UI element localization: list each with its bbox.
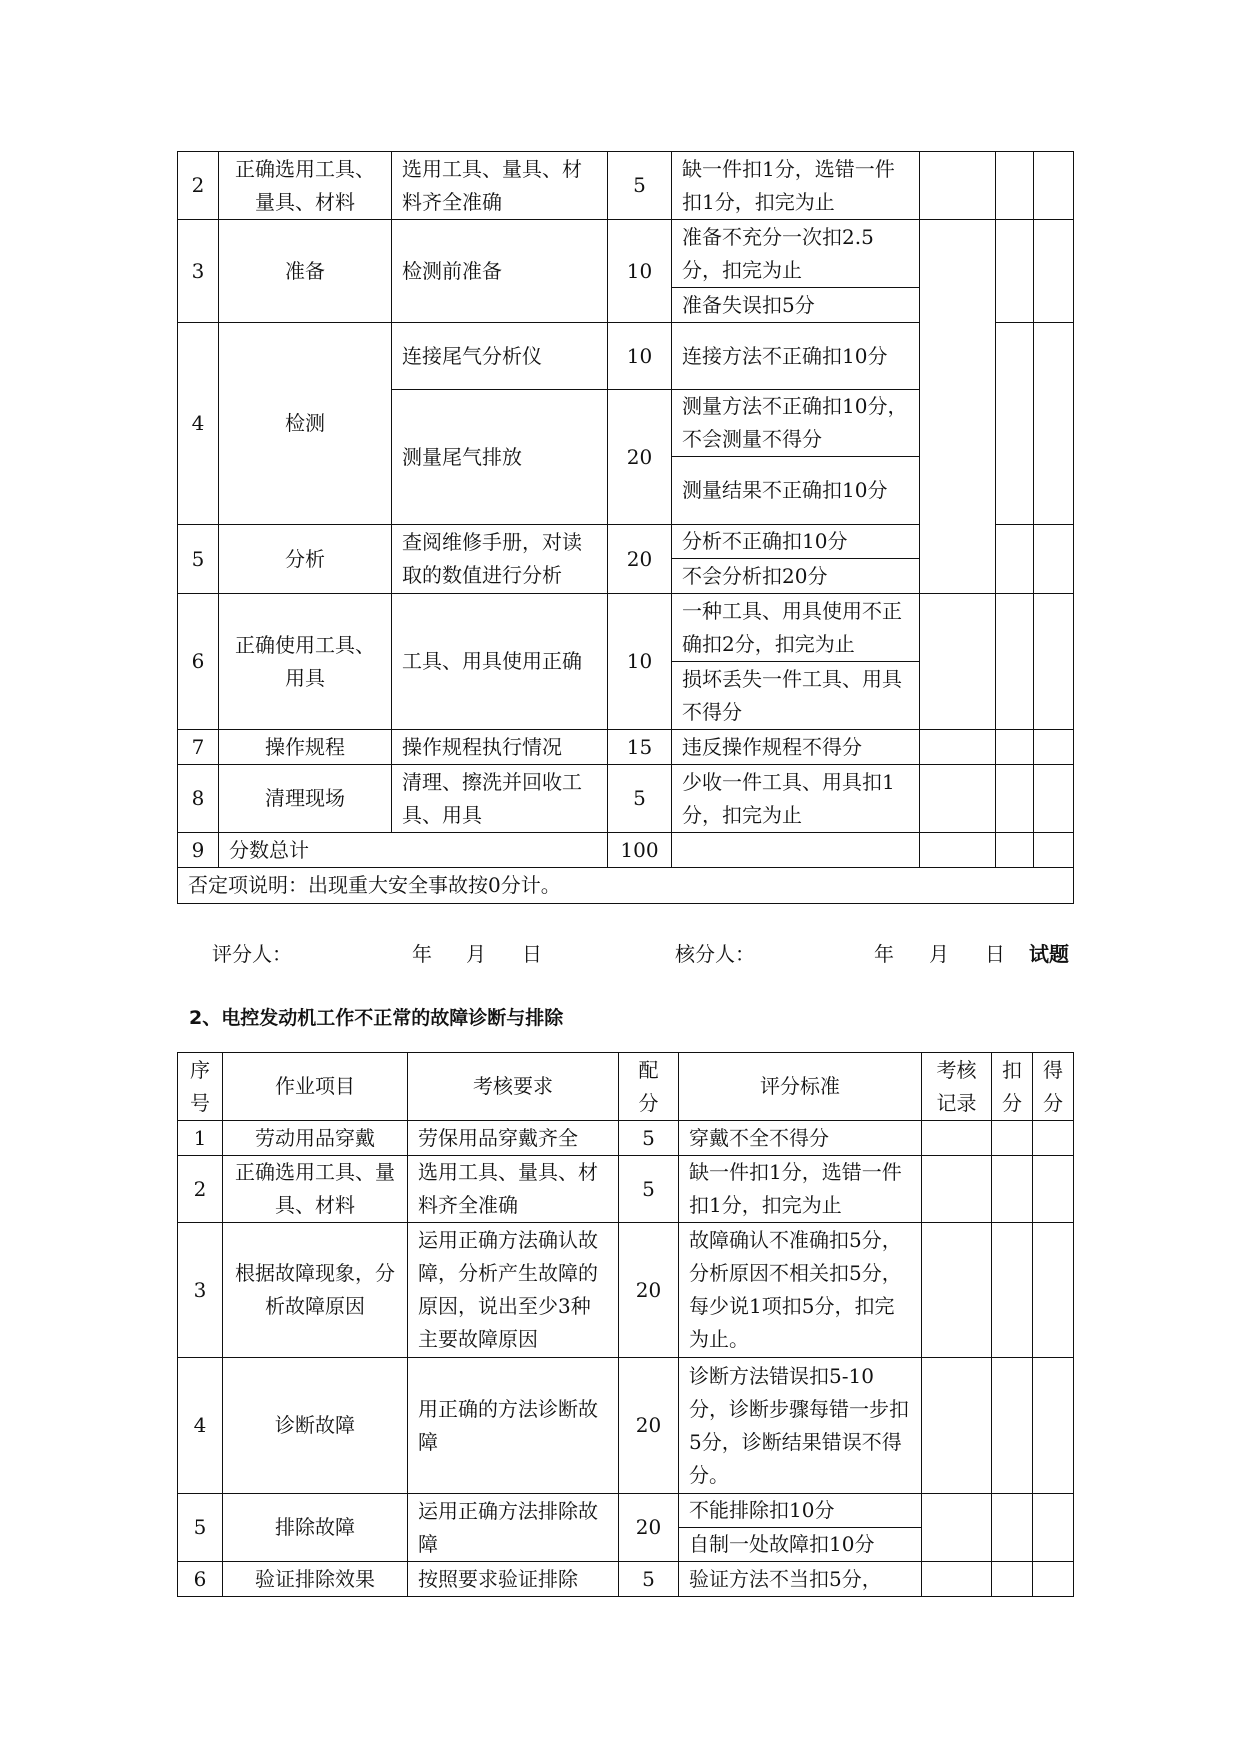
row-number: 3: [178, 1223, 223, 1358]
header-no: 序号: [178, 1053, 223, 1121]
score-cell: [1033, 1562, 1074, 1597]
row-number: 2: [178, 1156, 223, 1223]
scoring-standard: 缺一件扣1分，选错一件扣1分，扣完为止: [679, 1156, 922, 1223]
deduct-cell: [992, 1358, 1033, 1494]
points: 20: [608, 390, 672, 525]
task-item: 正确选用工具、量具、材料: [219, 152, 392, 220]
header-score: 得分: [1033, 1053, 1074, 1121]
scoring-standard: 诊断方法错误扣5-10分，诊断步骤每错一步扣5分，诊断结果错误不得分。: [679, 1358, 922, 1494]
day-label: 日: [522, 942, 542, 966]
row-number: 4: [178, 323, 219, 525]
scoring-standard: 测量结果不正确扣10分: [672, 457, 920, 525]
requirement: 测量尾气排放: [392, 390, 608, 525]
row-number: 5: [178, 525, 219, 594]
record-cell: [920, 594, 996, 730]
score-cell: [1033, 1121, 1074, 1156]
month-label: 月: [929, 942, 949, 966]
table-row: [178, 594, 1074, 662]
scoring-standard: 损坏丢失一件工具、用具不得分: [672, 662, 920, 730]
year-label: 年: [874, 942, 894, 966]
score-cell: [1033, 1223, 1074, 1358]
header-deduct: 扣分: [992, 1053, 1033, 1121]
total-points: 100: [608, 833, 672, 868]
requirement: 按照要求验证排除: [408, 1562, 619, 1597]
score-cell: [1033, 1358, 1074, 1494]
record-cell: [922, 1494, 992, 1562]
header-row: [178, 1053, 1074, 1121]
total-row: [178, 833, 1074, 868]
requirement: 工具、用具使用正确: [392, 594, 608, 730]
table-row: [178, 1494, 1074, 1528]
table-row: [178, 730, 1074, 765]
table-row: [178, 765, 1074, 833]
points: 20: [619, 1494, 679, 1562]
scoring-standard: 分析不正确扣10分: [672, 525, 920, 559]
scoring-table-2: [177, 1052, 1074, 1597]
task-item: 劳动用品穿戴: [223, 1121, 408, 1156]
row-number: 3: [178, 220, 219, 323]
task-item: 验证排除效果: [223, 1562, 408, 1597]
points: 20: [608, 525, 672, 594]
deduct-cell: [996, 220, 1034, 323]
score-cell: [1034, 323, 1074, 525]
requirement: 操作规程执行情况: [392, 730, 608, 765]
veto-note-row: [178, 868, 1074, 904]
row-number: 8: [178, 765, 219, 833]
deduct-cell: [996, 833, 1034, 868]
table-row: [178, 152, 1074, 220]
row-number: 4: [178, 1358, 223, 1494]
points: 5: [608, 152, 672, 220]
scorer-label: 评分人：: [212, 942, 292, 966]
total-label: 分数总计: [219, 833, 608, 868]
requirement: 检测前准备: [392, 220, 608, 323]
exam-tail-label: 试题: [1029, 942, 1069, 966]
points: 15: [608, 730, 672, 765]
task-item: 正确选用工具、量具、材料: [223, 1156, 408, 1223]
row-number: 9: [178, 833, 219, 868]
deduct-cell: [992, 1156, 1033, 1223]
score-cell: [1034, 220, 1074, 323]
scoring-standard: 故障确认不准确扣5分，分析原因不相关扣5分，每少说1项扣5分，扣完为止。: [679, 1223, 922, 1358]
deduct-cell: [992, 1562, 1033, 1597]
table-row: [178, 1121, 1074, 1156]
requirement: 劳保用品穿戴齐全: [408, 1121, 619, 1156]
header-item: 作业项目: [223, 1053, 408, 1121]
requirement: 运用正确方法排除故障: [408, 1494, 619, 1562]
record-cell: [922, 1562, 992, 1597]
scoring-standard: 自制一处故障扣10分: [679, 1528, 922, 1562]
record-cell: [922, 1358, 992, 1494]
year-label: 年: [412, 942, 432, 966]
row-number: 7: [178, 730, 219, 765]
scoring-standard: 缺一件扣1分，选错一件扣1分，扣完为止: [672, 152, 920, 220]
record-cell: [920, 730, 996, 765]
row-number: 6: [178, 1562, 223, 1597]
requirement: 运用正确方法确认故障，分析产生故障的原因，说出至少3种主要故障原因: [408, 1223, 619, 1358]
header-points: 配分: [619, 1053, 679, 1121]
scoring-standard: 不能排除扣10分: [679, 1494, 922, 1528]
deduct-cell: [996, 594, 1034, 730]
score-cell: [1034, 594, 1074, 730]
deduct-cell: [992, 1223, 1033, 1358]
scoring-standard: 测量方法不正确扣10分，不会测量不得分: [672, 390, 920, 457]
header-record: 考核记录: [922, 1053, 992, 1121]
requirement: 用正确的方法诊断故障: [408, 1358, 619, 1494]
scoring-standard: [672, 833, 920, 868]
scoring-standard: 少收一件工具、用具扣1分，扣完为止: [672, 765, 920, 833]
record-cell: [922, 1121, 992, 1156]
task-item: 清理现场: [219, 765, 392, 833]
task-item: 操作规程: [219, 730, 392, 765]
task-item: 正确使用工具、用具: [219, 594, 392, 730]
points: 10: [608, 220, 672, 323]
points: 5: [619, 1156, 679, 1223]
points: 10: [608, 594, 672, 730]
requirement: 连接尾气分析仪: [392, 323, 608, 390]
deduct-cell: [996, 765, 1034, 833]
record-cell: [920, 220, 996, 594]
deduct-cell: [992, 1494, 1033, 1562]
score-cell: [1034, 730, 1074, 765]
score-cell: [1034, 833, 1074, 868]
checker-label: 核分人：: [675, 942, 755, 966]
requirement: 选用工具、量具、材料齐全准确: [408, 1156, 619, 1223]
deduct-cell: [996, 152, 1034, 220]
score-cell: [1034, 152, 1074, 220]
header-requirement: 考核要求: [408, 1053, 619, 1121]
task-item: 诊断故障: [223, 1358, 408, 1494]
table-row: [178, 1358, 1074, 1494]
row-number: 6: [178, 594, 219, 730]
scoring-table-1: [177, 151, 1074, 904]
points: 5: [619, 1562, 679, 1597]
scoring-standard: 穿戴不全不得分: [679, 1121, 922, 1156]
row-number: 1: [178, 1121, 223, 1156]
table-row: [178, 1156, 1074, 1223]
requirement: 清理、擦洗并回收工具、用具: [392, 765, 608, 833]
score-cell: [1034, 525, 1074, 594]
scoring-standard: 违反操作规程不得分: [672, 730, 920, 765]
task-item: 检测: [219, 323, 392, 525]
requirement: 选用工具、量具、材料齐全准确: [392, 152, 608, 220]
veto-note: 否定项说明：出现重大安全事故按0分计。: [178, 868, 1074, 904]
score-cell: [1034, 765, 1074, 833]
section-heading: 2、电控发动机工作不正常的故障诊断与排除: [189, 1007, 564, 1029]
points: 5: [608, 765, 672, 833]
row-number: 2: [178, 152, 219, 220]
deduct-cell: [996, 730, 1034, 765]
requirement: 查阅维修手册，对读取的数值进行分析: [392, 525, 608, 594]
month-label: 月: [466, 942, 486, 966]
record-cell: [920, 152, 996, 220]
deduct-cell: [996, 525, 1034, 594]
record-cell: [920, 833, 996, 868]
points: 5: [619, 1121, 679, 1156]
points: 20: [619, 1223, 679, 1358]
scoring-standard: 不会分析扣20分: [672, 559, 920, 594]
record-cell: [920, 765, 996, 833]
score-cell: [1033, 1156, 1074, 1223]
record-cell: [922, 1156, 992, 1223]
table-row: [178, 1562, 1074, 1597]
record-cell: [922, 1223, 992, 1358]
table-row: [178, 1223, 1074, 1358]
table-row: [178, 220, 1074, 288]
task-item: 准备: [219, 220, 392, 323]
deduct-cell: [992, 1121, 1033, 1156]
deduct-cell: [996, 323, 1034, 525]
task-item: 根据故障现象，分析故障原因: [223, 1223, 408, 1358]
points: 10: [608, 323, 672, 390]
header-standard: 评分标准: [679, 1053, 922, 1121]
scoring-standard: 一种工具、用具使用不正确扣2分，扣完为止: [672, 594, 920, 662]
day-label: 日: [985, 942, 1005, 966]
row-number: 5: [178, 1494, 223, 1562]
scoring-standard: 准备不充分一次扣2.5分，扣完为止: [672, 220, 920, 288]
task-item: 排除故障: [223, 1494, 408, 1562]
scoring-standard: 验证方法不当扣5分，: [679, 1562, 922, 1597]
score-cell: [1033, 1494, 1074, 1562]
scoring-standard: 连接方法不正确扣10分: [672, 323, 920, 390]
task-item: 分析: [219, 525, 392, 594]
scoring-standard: 准备失误扣5分: [672, 288, 920, 323]
points: 20: [619, 1358, 679, 1494]
